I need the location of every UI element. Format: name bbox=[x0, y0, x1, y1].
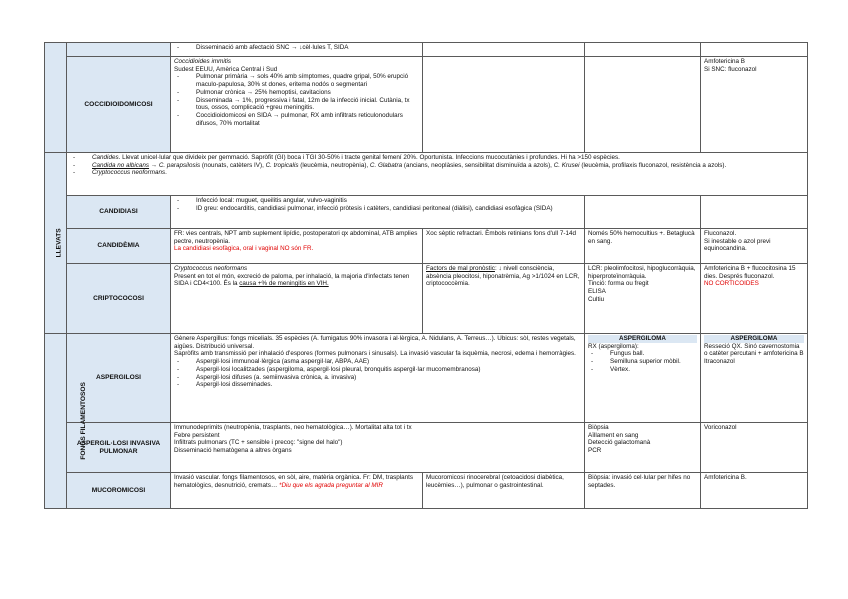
empty-cell bbox=[701, 43, 808, 57]
diagnosis-line: Aïllament en sang bbox=[588, 431, 639, 439]
list-item: - Aspergil·losi disseminades. bbox=[174, 381, 581, 389]
list-item: - Aspergil·losi immunoal·lèrgica (asma aspergil·lar, ABPA, AAE) bbox=[174, 358, 581, 366]
treatment-cell bbox=[701, 229, 808, 264]
description-line: Febre persistent bbox=[174, 431, 220, 439]
species-name: C. Glabatra bbox=[369, 161, 403, 169]
description-cell bbox=[171, 423, 585, 473]
red-note: *Diu que els agrada preguntar al MIR bbox=[279, 481, 383, 489]
species-name: Coccidioides immitis bbox=[174, 58, 232, 65]
description-cell bbox=[171, 57, 423, 153]
intro-text: (nounats, catèters IV), bbox=[200, 161, 266, 169]
clinical-cell: Xoc sèptic refractari. Èmbols retinians fons d'ull 7-14d bbox=[423, 229, 585, 264]
description-line: Infiltrats pulmonars (TC + sensible i precoç: "signe del halo") bbox=[174, 439, 343, 447]
description-cell bbox=[171, 334, 585, 423]
disease-name: COCCIDIOIDOMICOSI bbox=[67, 57, 171, 153]
group-label: LLEVATS bbox=[55, 228, 63, 258]
prognosis-text: : ↓ nivell consciència, absència pleocitosi, hiponatrèmia, Ag >1/1024 en LCR, criptococcèmia. bbox=[426, 265, 580, 288]
list-item bbox=[70, 169, 804, 177]
table-row bbox=[45, 423, 808, 473]
treatment-cell: Amfotericina B. bbox=[701, 473, 808, 509]
treatment-cell bbox=[701, 334, 808, 423]
fungal-infections-table bbox=[44, 42, 808, 509]
list-item bbox=[70, 154, 804, 162]
description-line: Disseminació hematògena a altres òrgans bbox=[174, 447, 292, 455]
list-item: - ID greu: endocarditis, candidiasi pulmonar, infecció pròtesis i catèters, candidiasi peritoneal (diàlisi), candidiasi esofàgica (SIDA) bbox=[174, 205, 581, 213]
description-text bbox=[174, 273, 419, 288]
description-text: Invasió vascular. fongs filamentosos, en sòl, aire, matèria orgànica. Fr: DM, trasplants hematològics, desnutrició, cremats… bbox=[174, 474, 414, 489]
aspergiloma-header: ASPERGILOMA bbox=[704, 335, 804, 343]
description-cell bbox=[171, 196, 585, 229]
diagnosis-cell bbox=[585, 423, 701, 473]
list-item: - Semilluna superior mòbil. bbox=[588, 358, 697, 366]
group-cell-top bbox=[45, 43, 67, 153]
risk-factors: FR: vies centrals, NPT amb suplement lipídic, postoperatori qx abdominal, ATB amplies pectre, neutropènia. bbox=[174, 230, 418, 245]
disease-name: ASPERGIL·LOSI INVASIVA PULMONAR bbox=[67, 423, 171, 473]
diagnosis-line: Cultiu bbox=[588, 295, 605, 303]
table-row bbox=[45, 43, 808, 57]
treatment-line: Si SNC: fluconazol bbox=[704, 65, 757, 73]
intro-text: → bbox=[149, 161, 159, 169]
diagnosis-line: Detecció galactomanà bbox=[588, 439, 651, 447]
treatment-line: Amfotericina B bbox=[704, 58, 745, 65]
description-cell bbox=[171, 473, 423, 509]
text-span: Present en tot el món, excreció de paloma, per inhalació, la majoria d'infectats tenen SIDA i CD4<100. És la bbox=[174, 272, 410, 288]
list-item: - Fungus ball. bbox=[588, 350, 697, 358]
treatment-line: Amfotericina B + flucocitosina 15 dies. Després fluconazol. bbox=[704, 265, 796, 280]
empty-name-cell bbox=[67, 43, 171, 57]
species-name: C. Krusei bbox=[553, 161, 580, 169]
disease-name: ASPERGILOSI bbox=[67, 334, 171, 423]
description-text: Sapròfits amb transmissió per inhalació d'espores (formes pulmonars i sinusals). La invasió vascular fa isquèmia, necrosi, edema i hemorràgies. bbox=[174, 350, 576, 358]
species-name: Candida no albicans bbox=[92, 161, 150, 169]
empty-cell bbox=[423, 43, 585, 57]
diagnosis-line: Biòpsia bbox=[588, 424, 609, 431]
description-line: Immunodeprimits (neutropènia, trasplants, neo hematològica…). Mortalitat alta tot i tx bbox=[174, 424, 412, 431]
aspergiloma-header: ASPERGILOMA bbox=[588, 335, 697, 343]
red-note: La candidiasi esofàgica, oral i vaginal NO són FR. bbox=[174, 245, 314, 253]
treatment-cell bbox=[701, 57, 808, 153]
intro-text: . bbox=[165, 169, 167, 177]
diagnosis-line: LCR: pleolimfocitosi, hipoglucorràquia, hiperproteïnorràquia. bbox=[588, 265, 696, 280]
treatment-cell bbox=[701, 264, 808, 334]
intro-text: . Llevat unicel·lular que divideix per gemmació. Sapròfit (GI) boca i TGI 30-50% i tracte genital femení 20%. Oportunista. Infeccions mucocutànies i profundes. Hi ha >150 espècies. bbox=[118, 154, 620, 161]
table-row bbox=[45, 264, 808, 334]
prognosis-cell bbox=[423, 264, 585, 334]
clinical-cell: Mucoromicosi rinocerebral (cetoacidosi diabètica, leucèmies…), pulmonar o gastrointestinal. bbox=[423, 473, 585, 509]
table-row bbox=[45, 473, 808, 509]
species-name: Candides bbox=[92, 154, 119, 161]
table-row bbox=[45, 57, 808, 153]
treatment-line: Fluconazol. bbox=[704, 230, 737, 237]
species-name: C. parapsilosis bbox=[158, 161, 201, 169]
treatment-cell: Voriconazol bbox=[701, 423, 808, 473]
location-text: Sudest EEUU, Amèrica Central i Sud bbox=[174, 65, 278, 73]
list-item: - Pulmonar primària → sols 40% amb símptomes, quadre gripal, 50% erupció maculo-papulosa, 30% st dones, eritema nodós o segmentari bbox=[174, 73, 419, 88]
list-item: - Pulmonar crònica → 25% hemoptisi, cavitacions bbox=[174, 89, 419, 97]
empty-cell bbox=[585, 43, 701, 57]
list-item: - Coccidioidomicosi en SIDA → pulmonar, RX amb infiltrats reticulonodulars difusos, 70% mortalitat bbox=[174, 112, 419, 127]
list-item: - Aspergil·losi localitzades (aspergiloma, aspergil·losi pleural, bronquitis aspergil·lar mucomembranosa) bbox=[174, 366, 581, 374]
disease-name: CRIPTOCOCOSI bbox=[67, 264, 171, 334]
description-cell bbox=[171, 264, 423, 334]
group-cell-llevats bbox=[45, 153, 67, 334]
treatment-line: Resseció QX. Sinó cavernostomia o catèter percutani + amfotericina B bbox=[704, 342, 804, 358]
diagnosis-cell: Biòpsia: invasió cel·lular per hifes no septades. bbox=[585, 473, 701, 509]
list-item: - Infecció local: muguet, queilitis angular, vulvo-vaginitis bbox=[174, 197, 581, 205]
table-row bbox=[45, 196, 808, 229]
disease-name: CANDIDÈMIA bbox=[67, 229, 171, 264]
disease-name: MUCOROMICOSI bbox=[67, 473, 171, 509]
table-row bbox=[45, 334, 808, 423]
empty-cell bbox=[585, 57, 701, 153]
intro-text: (leucèmia, neutropènia), bbox=[298, 161, 370, 169]
disease-name: CANDIDIASI bbox=[67, 196, 171, 229]
list-item bbox=[70, 162, 804, 170]
species-name: Cryptococcus neoformans bbox=[92, 169, 166, 177]
diagnosis-line: PCR bbox=[588, 447, 602, 455]
list-item: - Vèrtex. bbox=[588, 366, 697, 374]
group-cell-fongs bbox=[45, 334, 87, 509]
treatment-line: Itraconazol bbox=[704, 358, 735, 366]
rx-label: RX (aspergiloma): bbox=[588, 342, 639, 350]
table-row bbox=[45, 153, 808, 196]
empty-cell bbox=[585, 196, 701, 229]
description-text: Gènere Aspergillus: fongs micelials. 35 espècies (A. fumigatus 90% invasora i al·lèrgica, A. Nidulans, A. Terreus…). Ubicus: sòl, restes vegetals, aigües. Distribució universal. bbox=[174, 335, 576, 350]
red-note: NO CORTICOIDES bbox=[704, 280, 759, 288]
list-item: - Aspergil·losi difuses (a. semiinvasiva crònica, a. invasiva) bbox=[174, 374, 581, 382]
empty-cell bbox=[701, 196, 808, 229]
dissemination-cell bbox=[171, 43, 423, 57]
diagnosis-line: Tinció: forma ou fregit bbox=[588, 280, 649, 288]
group-label: FONGS FILAMENTOSOS bbox=[79, 382, 87, 460]
table-row bbox=[45, 229, 808, 264]
cause-text: causa +% de meningitis en VIH. bbox=[239, 280, 329, 288]
diagnosis-cell bbox=[585, 264, 701, 334]
intro-text: (leucèmia, profilaxis fluconazol, resistència a azols). bbox=[579, 161, 727, 169]
intro-cell bbox=[67, 153, 808, 196]
diagnosis-cell bbox=[585, 334, 701, 423]
empty-cell bbox=[423, 57, 585, 153]
description-cell bbox=[171, 229, 423, 264]
species-name: Cryptococcus neoformans bbox=[174, 265, 248, 272]
diagnosis-cell: Només 50% hemocultius +. Betaglucà en sang. bbox=[585, 229, 701, 264]
species-name: C. tropicalis bbox=[265, 161, 299, 169]
intro-text: (ancians, neoplàsies, sensibilitat disminuïda a azols), bbox=[402, 161, 554, 169]
list-item: - Disseminació amb afectació SNC → ↓cèl·lules T, SIDA bbox=[174, 44, 419, 52]
diagnosis-line: ELISA bbox=[588, 288, 606, 296]
treatment-line: Si inestable o azol previ equinocandina. bbox=[704, 237, 771, 253]
list-item: - Disseminada → 1%, progressiva i fatal, 12m de la infecció inicial. Cutània, tx tous, ossos, complicació +greu meningitis. bbox=[174, 97, 419, 112]
prognosis-label: Factors de mal pronòstic bbox=[426, 265, 495, 272]
